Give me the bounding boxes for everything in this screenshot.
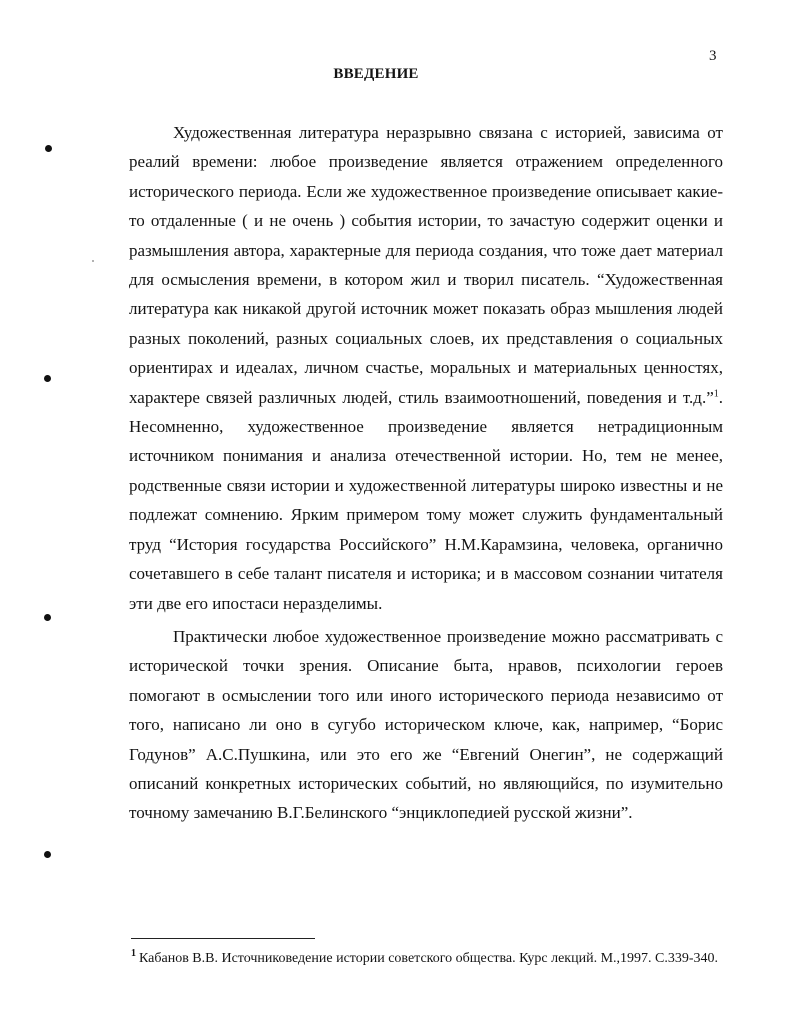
margin-dot-icon <box>44 375 51 382</box>
scan-speck <box>92 260 94 262</box>
footnote-marker: 1 <box>131 948 136 960</box>
margin-dot-icon <box>44 614 51 621</box>
footnote-reference: 1 <box>713 388 719 399</box>
paragraph-1-text-after-note: . Несомненно, художественное произведение является нетрадиционным источником понимания и анализа отечественной истории. Но, тем не менее, родственные связи истории и художественной литературы широко известны и не подлежат сомнению. Ярким примером тому может служить фундаментальный труд “История государства Российского” Н.М.Карамзина, человека, органично сочетавшего в себе талант писателя и историка; и в массовом сознании читателя эти две его ипостаси неразделимы. <box>129 387 723 613</box>
paragraph-1-text-before-note: Художественная литература неразрывно связана с историей, зависима от реалий времени: любое произведение является отражением определенного исторического периода. Если же художественное произведение описывает какие-то отдаленные ( и не очень ) события истории, то зачастую содержит оценки и размышления автора, характерные для периода создания, что тоже дает материал для осмысления времени, в котором жил и творил писатель. “Художественная литература как никакой другой источник может показать образ мышления людей разных поколений, разных социальных слоев, их представления о социальных ориентирах и идеалах, личном счастье, моральных и материальных ценностях, характере связей различных людей, стиль взаимоотношений, поведения и т.д.” <box>129 123 723 407</box>
footnote <box>131 946 731 971</box>
body-text <box>129 118 723 828</box>
paragraph-1 <box>129 118 723 618</box>
footnote-separator <box>131 938 315 939</box>
paragraph-2-text: Практически любое художественное произведение можно рассматривать с исторической точки зрения. Описание быта, нравов, психологии героев помогают в осмыслении того или иного исторического периода независимо от того, написано ли оно в сугубо историческом ключе, как, например, “Борис Годунов” А.С.Пушкина, или это его же “Евгений Онегин”, не содержащий описаний конкретных исторических событий, но являющийся, по изумительно точному замечанию В.Г.Белинского “энциклопедией русской жизни”. <box>129 626 723 823</box>
margin-dot-icon <box>44 851 51 858</box>
page-title: ВВЕДЕНИЕ <box>333 66 419 82</box>
paragraph-2 <box>129 622 723 828</box>
margin-dot-icon <box>45 145 52 152</box>
footnote-text: Кабанов В.В. Источниковедение истории советского общества. Курс лекций. М.,1997. С.339-340. <box>139 951 719 966</box>
page-number: 3 <box>709 48 717 64</box>
